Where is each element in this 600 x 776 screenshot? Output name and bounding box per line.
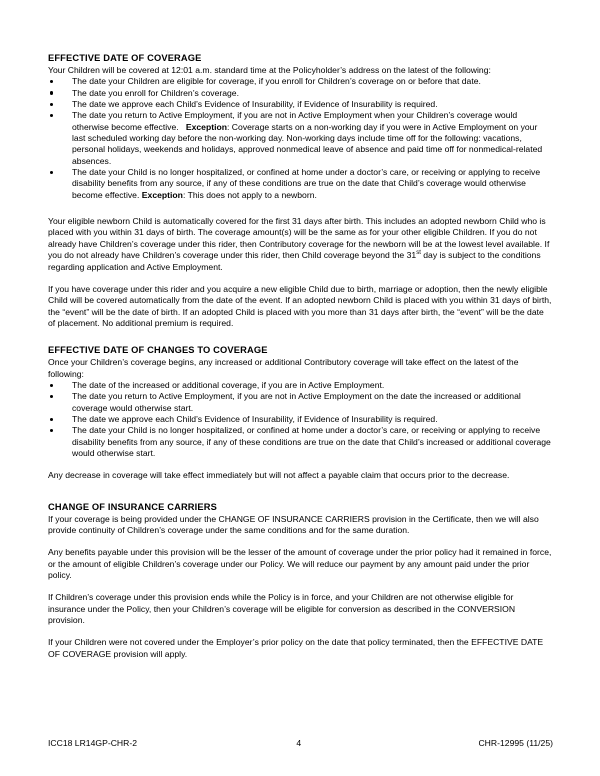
spacer: [48, 329, 553, 344]
footer-page-number: 4: [296, 738, 302, 748]
list-item: [48, 425, 553, 459]
bullet-dot-icon: [50, 114, 53, 117]
page-footer: [48, 738, 553, 748]
spacer: [48, 482, 553, 501]
exception-text: : Coverage starts on a non-working day if you were in Active Employment on your last scheduled working day before the non-working day. Non-working days include time off for the following: vacations, personal holidays, weekends and holidays, approved nonmedical leave of absence and paid time off for nonmedical-related absences.: [72, 121, 543, 166]
paragraph-decrease-in-coverage: Any decrease in coverage will take effect immediately but will not affect a payable claim that occurs prior to the decrease.: [48, 470, 510, 481]
list-item: [48, 380, 553, 391]
list-item: [48, 99, 553, 110]
paragraph-prior-policy: If your Children were not covered under the Employer’s prior policy on the date that policy terminated, then the EFFECTIVE DATE OF COVERAGE provision will apply.: [48, 637, 544, 659]
bullet-dot-icon: [50, 384, 53, 387]
list-item-text: The date we approve each Child’s Evidence of Insurability, if Evidence of Insurability is required.: [72, 413, 438, 424]
spacer: [48, 626, 553, 637]
spacer: [48, 581, 553, 592]
ordinal-suffix: st: [416, 250, 421, 257]
list-item-text: The date your Children are eligible for coverage, if you enroll for Children’s coverage on or before that date.: [72, 76, 481, 87]
bullet-dot-icon: [50, 171, 53, 174]
spacer: [48, 459, 553, 470]
list-item: [48, 391, 553, 414]
spacer: [48, 273, 553, 284]
list-item-text: The date you enroll for Children’s coverage.: [72, 87, 239, 98]
spacer: [48, 536, 553, 547]
bullet-dot-icon: [50, 80, 53, 83]
list-item-text: The date your Child is no longer hospitalized, or confined at home under a doctor’s care, or receiving or applying to receive disability benefits from any source, if any of these conditions are true on the date that Child’s coverage would otherwise become effective.: [72, 167, 541, 200]
section-heading-effective-date-of-changes: EFFECTIVE DATE OF CHANGES TO COVERAGE: [48, 345, 268, 356]
list-item-text: The date of the increased or additional coverage, if you are in Active Employment.: [72, 379, 385, 390]
paragraph-new-eligible-child: If you have coverage under this rider and you acquire a new eligible Child due to birth, marriage or adoption, then the newly eligible Child will be covered automatically from the date of the event. If an adopted newborn Child is placed with you within 31 days of birth, the “event” will be the date of birth. If an adopted Child is placed with you more than 31 days after birth, the “event” will be the date of placement. No additional premium is required.: [48, 283, 552, 328]
paragraph-continuity-of-coverage: If your coverage is being provided under the CHANGE OF INSURANCE CARRIERS provision in the Certificate, then we will also provide continuity of Children’s coverage under the same conditions and for the same duration.: [48, 513, 539, 535]
list-item: [48, 167, 553, 201]
bullet-dot-icon: [50, 429, 53, 432]
paragraph-conversion: If Children’s coverage under this provision ends while the Policy is in force, and your Children are not otherwise eligible for insurance under the Policy, then your Children’s coverage will be eligible for conversion as described in the CONVERSION provision.: [48, 592, 516, 626]
list-item: [48, 414, 553, 425]
list-item: [48, 88, 553, 99]
paragraph-benefits-payable: Any benefits payable under this provision will be the lesser of the amount of coverage under the prior policy had it remained in force, or the amount of eligible Children’s coverage under our Policy. We will reduce our payment by any amount paid under the prior policy.: [48, 547, 552, 581]
footer-document-code: CHR-12995 (11/25): [478, 738, 553, 748]
bullet-list-effective-date-of-changes: [48, 380, 553, 459]
bullet-dot-icon: [50, 91, 53, 94]
footer-form-number: ICC18 LR14GP-CHR-2: [48, 738, 138, 748]
paragraph-text-part2: day is subject to the conditions regarding application and Active Employment.: [48, 250, 541, 272]
section-intro-effective-date-of-coverage: Your Children will be covered at 12:01 a.m. standard time at the Policyholder’s address on the latest of the following:: [48, 65, 491, 75]
list-item-text: The date you return to Active Employment, if you are not in Active Employment when your Children’s coverage would otherwise become effective.: [72, 110, 518, 132]
bullet-dot-icon: [50, 395, 53, 398]
bullet-list-effective-date-of-coverage: [48, 76, 553, 201]
paragraph-newborn-coverage: [48, 216, 553, 273]
spacer: [48, 201, 553, 216]
exception-label: Exception: [141, 189, 183, 200]
page-content: [48, 52, 553, 660]
list-item: [48, 76, 553, 87]
section-heading-effective-date-of-coverage: EFFECTIVE DATE OF COVERAGE: [48, 53, 202, 63]
list-item: [48, 110, 553, 167]
list-item-text: The date you return to Active Employment, if you are not in Active Employment on the date the increased or additional coverage would otherwise start.: [72, 391, 521, 413]
exception-text: : This does not apply to a newborn.: [182, 189, 317, 200]
section-intro-effective-date-of-changes: Once your Children’s coverage begins, any increased or additional Contributory coverage will take effect on the latest of the following:: [48, 357, 519, 379]
list-item-text: The date your Child is no longer hospitalized, or confined at home under a doctor’s care, or receiving or applying to receive disability benefits from any source, if any of these conditions are true on the date that Child’s increased or additional coverage would otherwise start.: [72, 425, 551, 458]
section-heading-change-of-insurance-carriers: CHANGE OF INSURANCE CARRIERS: [48, 501, 217, 512]
bullet-dot-icon: [50, 103, 53, 106]
bullet-dot-icon: [50, 418, 53, 421]
paragraph-text-part1: Your eligible newborn Child is automatically covered for the first 31 days after birth. This includes an adopted newborn Child who is placed with you within 31 days of birth. The coverage amount(s) will be the same as for your other eligible Children. If you do not already have Children’s coverage under this rider, then Contributory coverage for the newborn will be at the lowest level available. If you do not already have Children’s coverage under this rider, then Child coverage beyond the 31: [48, 216, 550, 261]
list-item-text: The date we approve each Child’s Evidence of Insurability, if Evidence of Insurability is required.: [72, 99, 438, 110]
exception-label: Exception: [185, 121, 228, 132]
